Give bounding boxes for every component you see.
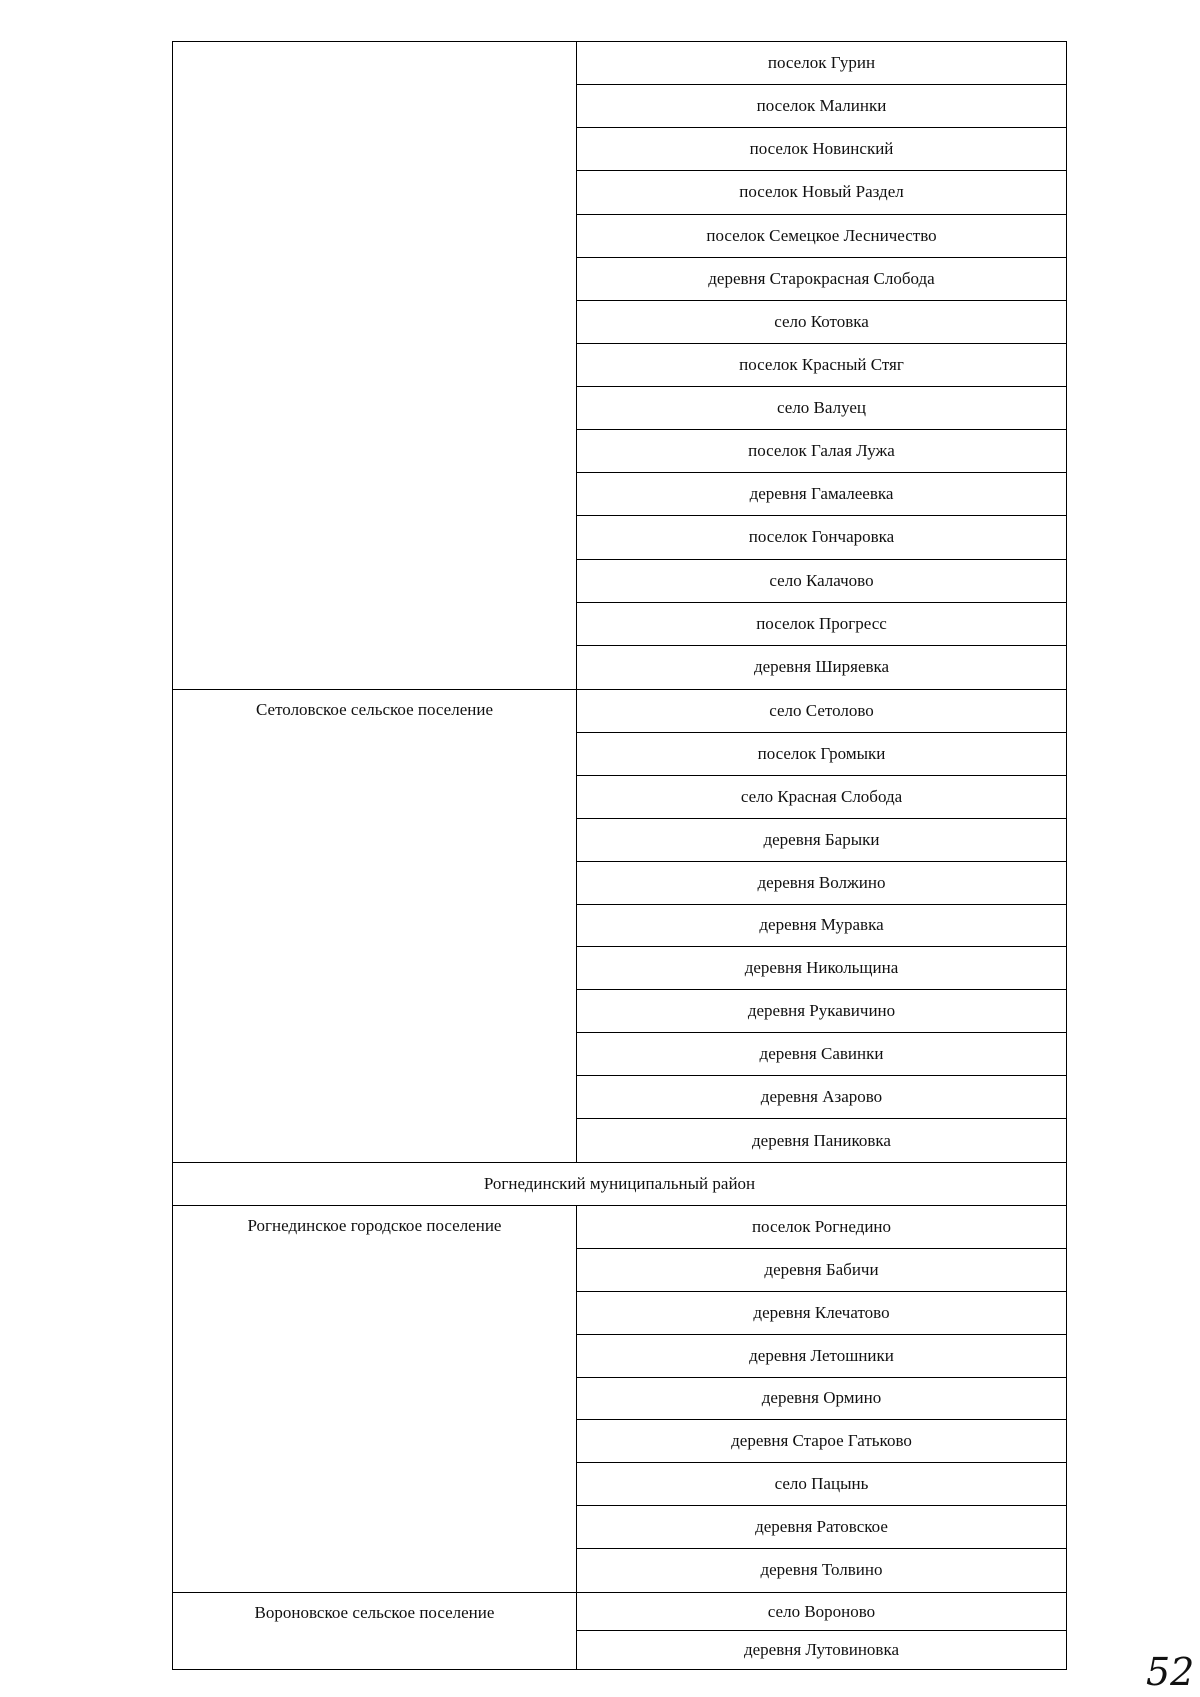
settlement-row: село Валуец [577, 387, 1066, 430]
region-cell [173, 1593, 577, 1669]
settlement-row: деревня Савинки [577, 1033, 1066, 1076]
settlement-row: поселок Рогнедино [577, 1206, 1066, 1249]
region-label: Сетоловское сельское поселение [256, 700, 493, 719]
settlement-row: село Сетолово [577, 690, 1066, 733]
settlements-table [172, 41, 1067, 1670]
table-block-rognedino [173, 1206, 1066, 1593]
settlement-row: село Пацынь [577, 1463, 1066, 1506]
settlement-row: деревня Муравка [577, 905, 1066, 948]
settlement-row: поселок Прогресс [577, 603, 1066, 646]
settlement-rows [577, 1593, 1066, 1669]
region-cell [173, 690, 577, 1162]
settlement-row: деревня Старокрасная Слобода [577, 258, 1066, 301]
settlement-row: деревня Летошники [577, 1335, 1066, 1378]
settlement-row: поселок Красный Стяг [577, 344, 1066, 387]
settlement-row: поселок Семецкое Лесничество [577, 215, 1066, 258]
settlement-row: село Калачово [577, 560, 1066, 603]
settlement-row: деревня Бабичи [577, 1249, 1066, 1292]
region-label: Вороновское сельское поселение [254, 1603, 495, 1622]
settlement-row: поселок Гончаровка [577, 516, 1066, 559]
settlement-rows [577, 690, 1066, 1162]
settlement-row: деревня Азарово [577, 1076, 1066, 1119]
settlement-rows [577, 42, 1066, 689]
region-label: Рогнединское городское поселение [247, 1216, 502, 1235]
settlement-row: деревня Рукавичино [577, 990, 1066, 1033]
settlement-row: деревня Ширяевка [753, 657, 890, 677]
settlement-row: поселок Малинки [577, 85, 1066, 128]
settlement-row: поселок Гурин [577, 42, 1066, 85]
settlement-row: деревня Никольщина [577, 947, 1066, 990]
settlement-row: деревня Барыки [577, 819, 1066, 862]
settlement-row: село Котовка [577, 301, 1066, 344]
settlement-row: деревня Толвино [760, 1560, 883, 1580]
settlement-row: деревня Ормино [577, 1378, 1066, 1421]
settlement-rows [577, 1206, 1066, 1592]
settlement-row: деревня Ратовское [577, 1506, 1066, 1549]
settlement-row: деревня Клечатово [577, 1292, 1066, 1335]
settlement-row: поселок Галая Лужа [577, 430, 1066, 473]
settlement-row: поселок Новинский [577, 128, 1066, 171]
region-cell [173, 1206, 577, 1592]
settlement-row: село Вороново [577, 1593, 1066, 1631]
table-block-voronovo [173, 1593, 1066, 1669]
settlement-row: деревня Волжино [577, 862, 1066, 905]
district-header: Рогнединский муниципальный район [173, 1163, 1066, 1206]
settlement-row: деревня Старое Гатьково [577, 1420, 1066, 1463]
settlement-row: село Красная Слобода [577, 776, 1066, 819]
settlement-row: деревня Паниковка [752, 1130, 891, 1150]
settlement-row: поселок Громыки [577, 733, 1066, 776]
table-block-continued [173, 42, 1066, 690]
table-block-setolovo [173, 690, 1066, 1163]
settlement-row: деревня Гамалеевка [577, 473, 1066, 516]
settlement-row: деревня Лутовиновка [743, 1640, 900, 1659]
page-number: 52 [1146, 1650, 1195, 1694]
region-cell [173, 42, 577, 689]
settlement-row: поселок Новый Раздел [577, 171, 1066, 214]
